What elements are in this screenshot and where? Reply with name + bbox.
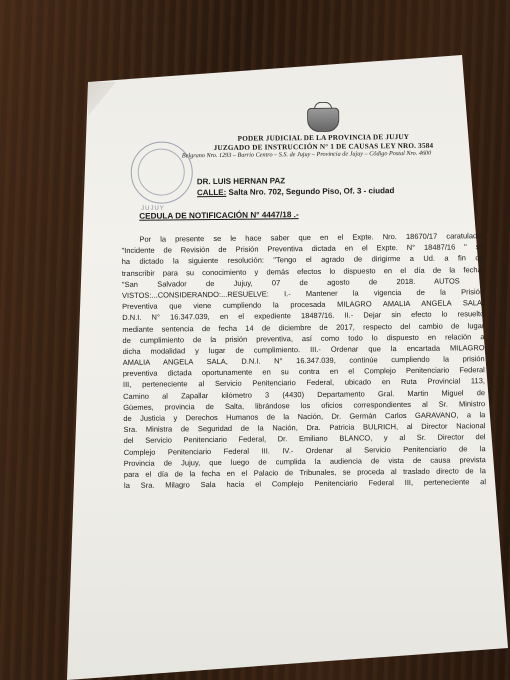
body-line: III, perteneciente al Servicio Penitenciario Federal, ubicado en Ruta Provincial 113,: [122, 376, 485, 390]
notification-body: [121, 230, 486, 491]
body-line: Güemes, provincia de Salta, librándose los oficios correspondientes al Sr. Ministro: [123, 399, 486, 412]
body-line: Complejo Penitenciario Federal III. IV.- Ordenar al Servicio Penitenciario de la: [123, 443, 486, 457]
body-line: "Incidente de Revisión de Prisión Preventiva dictada en el Expte. N° 18487/16 " se: [121, 242, 484, 256]
body-line: de Justicia y Derechos Humanos de la Nación, Dr. Germán Carlos GARAVANO, a la: [123, 410, 486, 423]
header-address: Belgrano Nro. 1293 – Barrio Centro – S.S. de Jujuy – Provincia de Jujuy – Código Postal Nro. 4600: [181, 149, 432, 160]
body-line: del Servicio Penitenciario Federal, Dr. Emiliano BLANCO, y al Sr. Director del: [123, 432, 486, 446]
recipient-block: [197, 173, 483, 198]
body-line: mediante sentencia de fecha 14 de diciembre de 2017, respecto del cambio de lugar: [122, 320, 485, 334]
body-line: "San Salvador de Jujuy, 07 de agosto de 2018. AUTOS Y: [121, 275, 484, 289]
street-value: Salta Nro. 702, Segundo Piso, Of. 3 - ciudad: [226, 186, 395, 197]
body-line: D.N.I. N° 16.347.039, en el expediente 18487/16. II.- Dejar sin efecto lo resuelto: [122, 309, 485, 323]
body-line: de cumplimiento de la prisión preventiva, así como todo lo dispuesto en relación a: [122, 331, 485, 345]
document-header: [164, 106, 483, 160]
recipient-address: [197, 184, 483, 198]
body-line: para el día de la fecha en el Palacio de Tribunales, se proceda al traslado directo de la: [123, 466, 486, 479]
header-line-1: PODER JUDICIAL DE LA PROVINCIA DE JUJUY: [237, 132, 410, 143]
body-line: Preventiva que viene cumpliendo la procesada MILAGRO AMALIA ANGELA SALA,: [122, 298, 485, 312]
body-line: Provincia de Jujuy, que luego de cumplida la audiencia de vista de causa prevista: [123, 454, 486, 468]
body-line: Sra. Ministra de Seguridad de la Nación, Dra. Patricia BULRICH, al Director Nacional: [123, 421, 486, 435]
body-line: transcribir para su conocimiento y demás efectos lo dispuesto en el día de la fecha:: [121, 264, 484, 278]
body-line: preventiva dictada oportunamente en su contra en el Complejo Penitenciario Federal: [122, 365, 485, 379]
body-line: AMALIA ANGELA SALA, D.N.I. N° 16.347.039, continúe cumpliendo la prisión: [122, 354, 485, 368]
body-line: Camino al Zapallar kilómetro 3 (4430) Departamento Gral. Martin Miguel de: [123, 387, 486, 401]
body-line: dicha modalidad y lugar de cumplimiento. III.- Ordenar que la encartada MILAGRO: [122, 343, 485, 356]
court-stamp: [130, 141, 193, 204]
coat-of-arms-icon: [307, 108, 339, 132]
street-label: CALLE:: [196, 187, 227, 198]
stamp-text: JUJUY: [141, 205, 165, 212]
recipient-name: DR. LUIS HERNAN PAZ: [196, 176, 286, 187]
header-line-2: JUZGADO DE INSTRUCCIÓN N° 1 DE CAUSAS LEY NRO. 3584: [213, 141, 434, 152]
body-line: ha dictado la siguiente resolución: "Tengo el agrado de dirigirme a Ud. a fin de: [121, 253, 484, 267]
document-content: [120, 98, 486, 491]
body-line: Por la presente se le hace saber que en el Expte. Nro. 18670/17 caratulado:: [139, 231, 484, 244]
body-line: la Sra. Milagro Sala hacia el Complejo Penitenciario Federal III, perteneciente al: [123, 477, 487, 491]
notification-title: CEDULA DE NOTIFICACIÓN N° 4447/18 .-: [139, 210, 299, 221]
body-line: VISTOS:...CONSIDERANDO:...RESUELVE: I.- Mantener la vigencia de la Prisión: [121, 287, 485, 300]
